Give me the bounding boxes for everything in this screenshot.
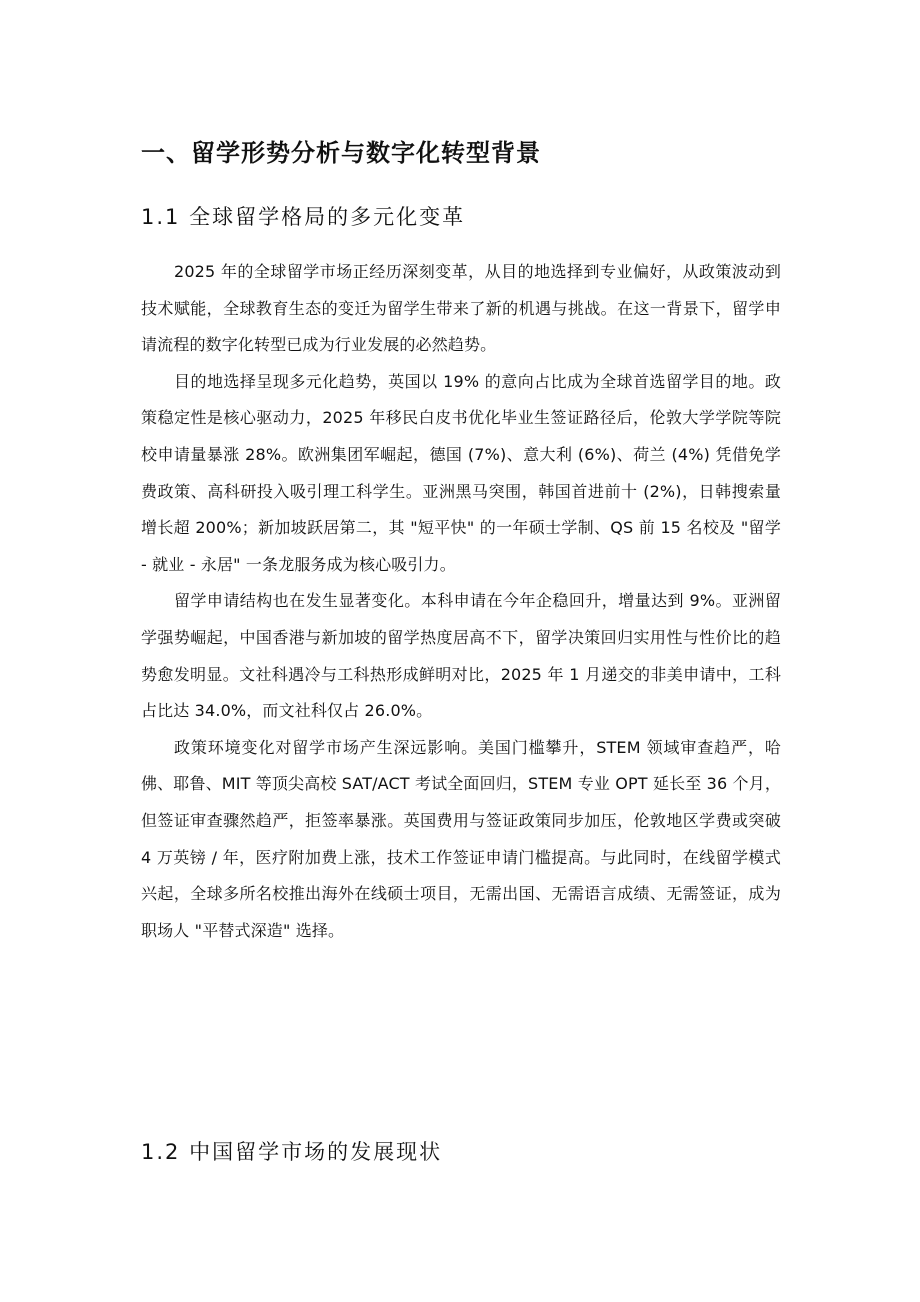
paragraph: 政策环境变化对留学市场产生深远影响。美国门槛攀升，STEM 领域审查趋严，哈佛、耶鲁、MIT 等顶尖高校 SAT/ACT 考试全面回归，STEM 专业 OPT 延长至 36 个月，但签证审查骤然趋严，拒签率暴涨。英国费用与签证政策同步加压，伦敦地区学费或突破 4 万英镑 / 年，医疗附加费上涨，技术工作签证申请门槛提高。与此同时，在线留学模式兴起，全球多所名校推出海外在线硕士项目，无需出国、无需语言成绩、无需签证，成为职场人 "平替式深造" 选择。 [141, 737, 781, 940]
chapter-title: 一、留学形势分析与数字化转型背景 [141, 139, 541, 167]
paragraph: 留学申请结构也在发生显著变化。本科申请在今年企稳回升，增量达到 9%。亚洲留学强势崛起，中国香港与新加坡的留学热度居高不下，留学决策回归实用性与性价比的趋势愈发明显。文社科遇冷与工科热形成鲜明对比，2025 年 1 月递交的非美申请中，工科占比达 34.0%，而文社科仅占 26.0%。 [141, 591, 781, 721]
section-body [141, 254, 781, 949]
section-heading-1-1: 1.1 全球留学格局的多元化变革 [141, 205, 466, 229]
paragraph: 目的地选择呈现多元化趋势，英国以 19% 的意向占比成为全球首选留学目的地。政策稳定性是核心驱动力，2025 年移民白皮书优化毕业生签证路径后，伦敦大学学院等院校申请量暴涨 28%。欧洲集团军崛起，德国 (7%)、意大利 (6%)、荷兰 (4%) 凭借免学费政策、高科研投入吸引理工科学生。亚洲黑马突围，韩国首进前十 (2%)，日韩搜索量增长超 200%；新加坡跃居第二，其 "短平快" 的一年硕士学制、QS 前 15 名校及 "留学 - 就业 - 永居" 一条龙服务成为核心吸引力。 [141, 371, 781, 574]
paragraph: 2025 年的全球留学市场正经历深刻变革，从目的地选择到专业偏好，从政策波动到技术赋能，全球教育生态的变迁为留学生带来了新的机遇与挑战。在这一背景下，留学申请流程的数字化转型已成为行业发展的必然趋势。 [141, 262, 781, 355]
section-heading-1-2: 1.2 中国留学市场的发展现状 [141, 1140, 443, 1164]
